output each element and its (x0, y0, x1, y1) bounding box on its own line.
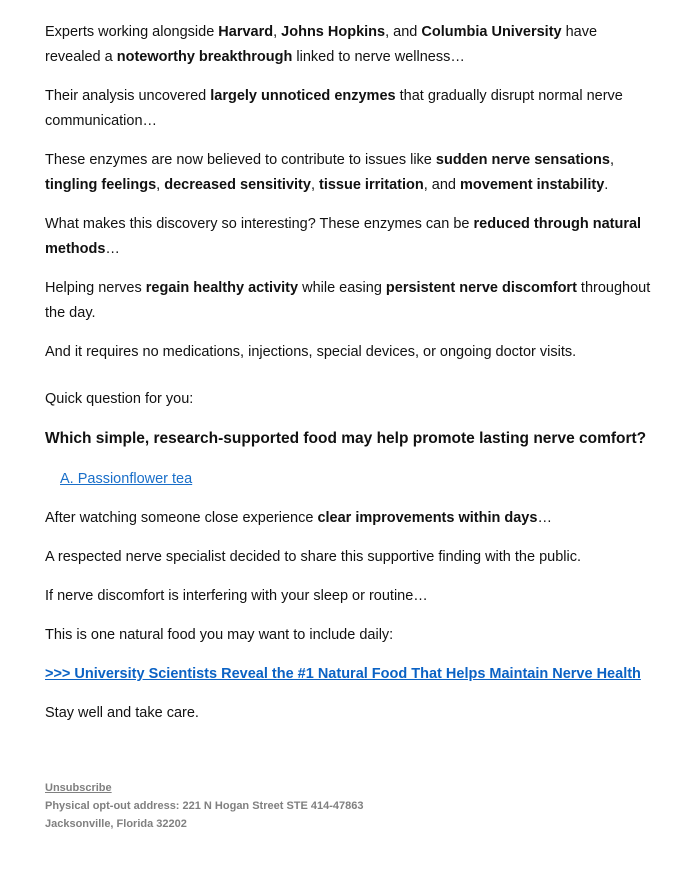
paragraph (45, 20, 655, 70)
bold-text: tissue irritation (319, 177, 424, 193)
text: , (273, 24, 282, 40)
text: Helping nerves (45, 280, 146, 296)
text: throughout the day. (45, 280, 651, 321)
paragraph (45, 148, 655, 198)
text: This is one natural food you may want to include daily: (45, 627, 394, 643)
intro-paragraphs (45, 20, 655, 365)
bold-text: reduced through natural methods (45, 216, 642, 257)
email-body (45, 20, 655, 740)
text: , and (385, 24, 422, 40)
bold-text: regain healthy activity (145, 280, 299, 296)
text: , (156, 177, 165, 193)
text: What makes this discovery so interesting? These enzymes can be (45, 216, 474, 232)
address-line-1: Physical opt-out address: 221 N Hogan Street STE 414-47863 (45, 800, 364, 812)
body-paragraphs (45, 506, 655, 648)
text: that gradually disrupt normal nerve communication… (45, 88, 623, 129)
bold-text: largely unnoticed enzymes (210, 88, 396, 104)
bold-text: clear improvements within days (317, 510, 538, 526)
paragraph (45, 545, 655, 570)
address-line-2: Jacksonville, Florida 32202 (45, 818, 187, 830)
cta-link[interactable]: >>> University Scientists Reveal the #1 Natural Food That Helps Maintain Nerve Health (45, 666, 641, 682)
text: , and (423, 177, 461, 193)
text: linked to nerve wellness… (292, 49, 465, 65)
paragraph (45, 212, 655, 262)
bold-text: tingling feelings (45, 177, 157, 193)
text: have revealed a (45, 24, 598, 65)
bold-text: Harvard (218, 24, 274, 40)
paragraph (45, 584, 655, 609)
text: … (105, 241, 120, 257)
text: , (609, 152, 614, 168)
text: And it requires no medications, injections, special devices, or ongoing doctor visits. (45, 344, 577, 360)
text: After watching someone close experience (45, 510, 318, 526)
text: A respected nerve specialist decided to share this supportive finding with the public. (45, 549, 582, 565)
text: . (604, 177, 609, 193)
question-heading: Which simple, research-supported food may help promote lasting nerve comfort? (45, 430, 647, 447)
text: , (310, 177, 319, 193)
text: If nerve discomfort is interfering with your sleep or routine… (45, 588, 428, 604)
text: These enzymes are now believed to contribute to issues like (45, 152, 436, 168)
paragraph (45, 623, 655, 648)
bold-text: persistent nerve discomfort (385, 280, 577, 296)
paragraph (45, 84, 655, 134)
paragraph (45, 276, 655, 326)
bold-text: decreased sensitivity (164, 177, 311, 193)
bold-text: Columbia University (421, 24, 562, 40)
text: Their analysis uncovered (45, 88, 211, 104)
footer (45, 779, 364, 833)
option-a-link[interactable]: A. Passionflower tea (60, 471, 193, 487)
bold-text: noteworthy breakthrough (116, 49, 293, 65)
text: while easing (298, 280, 386, 296)
text: … (537, 510, 552, 526)
bold-text: Johns Hopkins (281, 24, 386, 40)
paragraph (45, 340, 655, 365)
text: Experts working alongside (45, 24, 219, 40)
signoff: Stay well and take care. (45, 705, 199, 721)
paragraph (45, 506, 655, 531)
unsubscribe-link[interactable]: Unsubscribe (45, 782, 112, 794)
quick-question: Quick question for you: (45, 391, 194, 407)
bold-text: movement instability (460, 177, 605, 193)
bold-text: sudden nerve sensations (435, 152, 610, 168)
